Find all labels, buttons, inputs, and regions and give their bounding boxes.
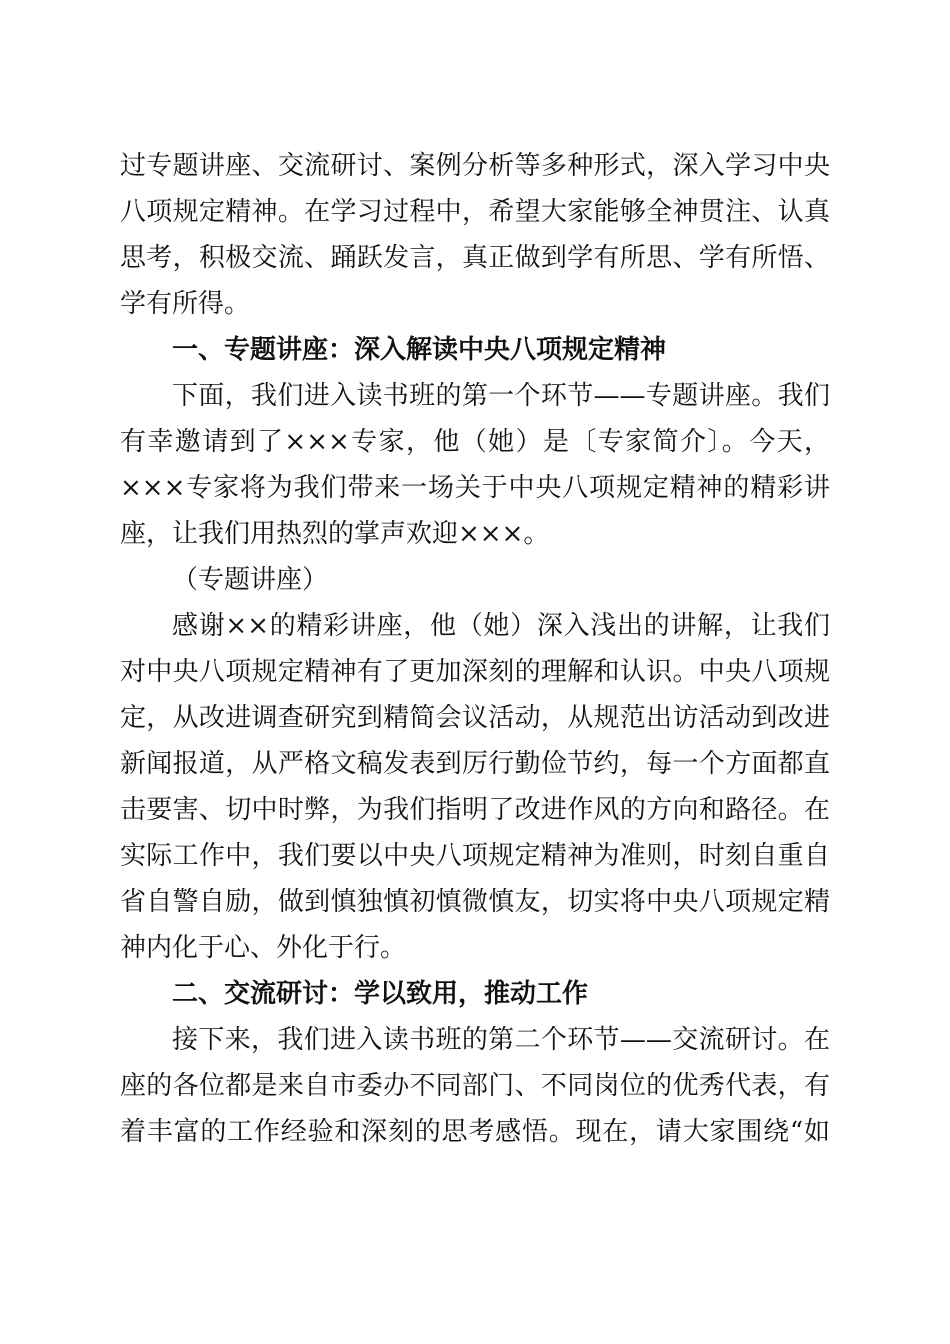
section-heading-text: 一、专题讲座：深入解读中央八项规定精神 — [172, 335, 667, 365]
text-line: 座，让我们用热烈的掌声欢迎×××。 — [120, 519, 550, 549]
section-heading — [120, 327, 830, 373]
text-line: 有幸邀请到了×××专家，他（她）是〔专家简介〕。今天， — [120, 427, 830, 457]
text-line: 击要害、切中时弊，为我们指明了改进作风的方向和路径。在 — [120, 795, 830, 825]
text-line: 新闻报道，从严格文稿发表到厉行勤俭节约，每一个方面都直 — [120, 749, 830, 779]
text-line: 神内化于心、外化于行。 — [120, 933, 407, 963]
text-line: 定，从改进调查研究到精简会议活动，从规范出访活动到改进 — [120, 703, 830, 733]
section-heading-text: 二、交流研讨：学以致用，推动工作 — [172, 979, 589, 1009]
text-line: 着丰富的工作经验和深刻的思考感悟。现在，请大家围绕“如 — [120, 1117, 830, 1147]
stage-note-text: （专题讲座） — [172, 565, 329, 595]
text-line: 八项规定精神。在学习过程中，希望大家能够全神贯注、认真 — [120, 197, 830, 227]
text-line: 接下来，我们进入读书班的第二个环节——交流研讨。在 — [172, 1025, 830, 1055]
text-line: 下面，我们进入读书班的第一个环节——专题讲座。我们 — [172, 381, 830, 411]
text-line: 过专题讲座、交流研讨、案例分析等多种形式，深入学习中央 — [120, 151, 830, 181]
paragraph — [120, 373, 830, 557]
text-line: 实际工作中，我们要以中央八项规定精神为准则，时刻自重自 — [120, 841, 830, 871]
text-line: 对中央八项规定精神有了更加深刻的理解和认识。中央八项规 — [120, 657, 830, 687]
text-line: 思考，积极交流、踊跃发言，真正做到学有所思、学有所悟、 — [120, 243, 830, 273]
stage-note — [120, 557, 830, 603]
paragraph — [120, 143, 830, 327]
text-line: 座的各位都是来自市委办不同部门、不同岗位的优秀代表，有 — [120, 1071, 830, 1101]
paragraph — [120, 603, 830, 971]
paragraph — [120, 1017, 830, 1155]
document-page — [120, 143, 830, 1155]
text-line: 学有所得。 — [120, 289, 251, 319]
text-line: 省自警自励，做到慎独慎初慎微慎友，切实将中央八项规定精 — [120, 887, 830, 917]
text-line: 感谢××的精彩讲座，他（她）深入浅出的讲解，让我们 — [172, 611, 830, 641]
section-heading — [120, 971, 830, 1017]
text-line: ×××专家将为我们带来一场关于中央八项规定精神的精彩讲 — [120, 473, 830, 503]
